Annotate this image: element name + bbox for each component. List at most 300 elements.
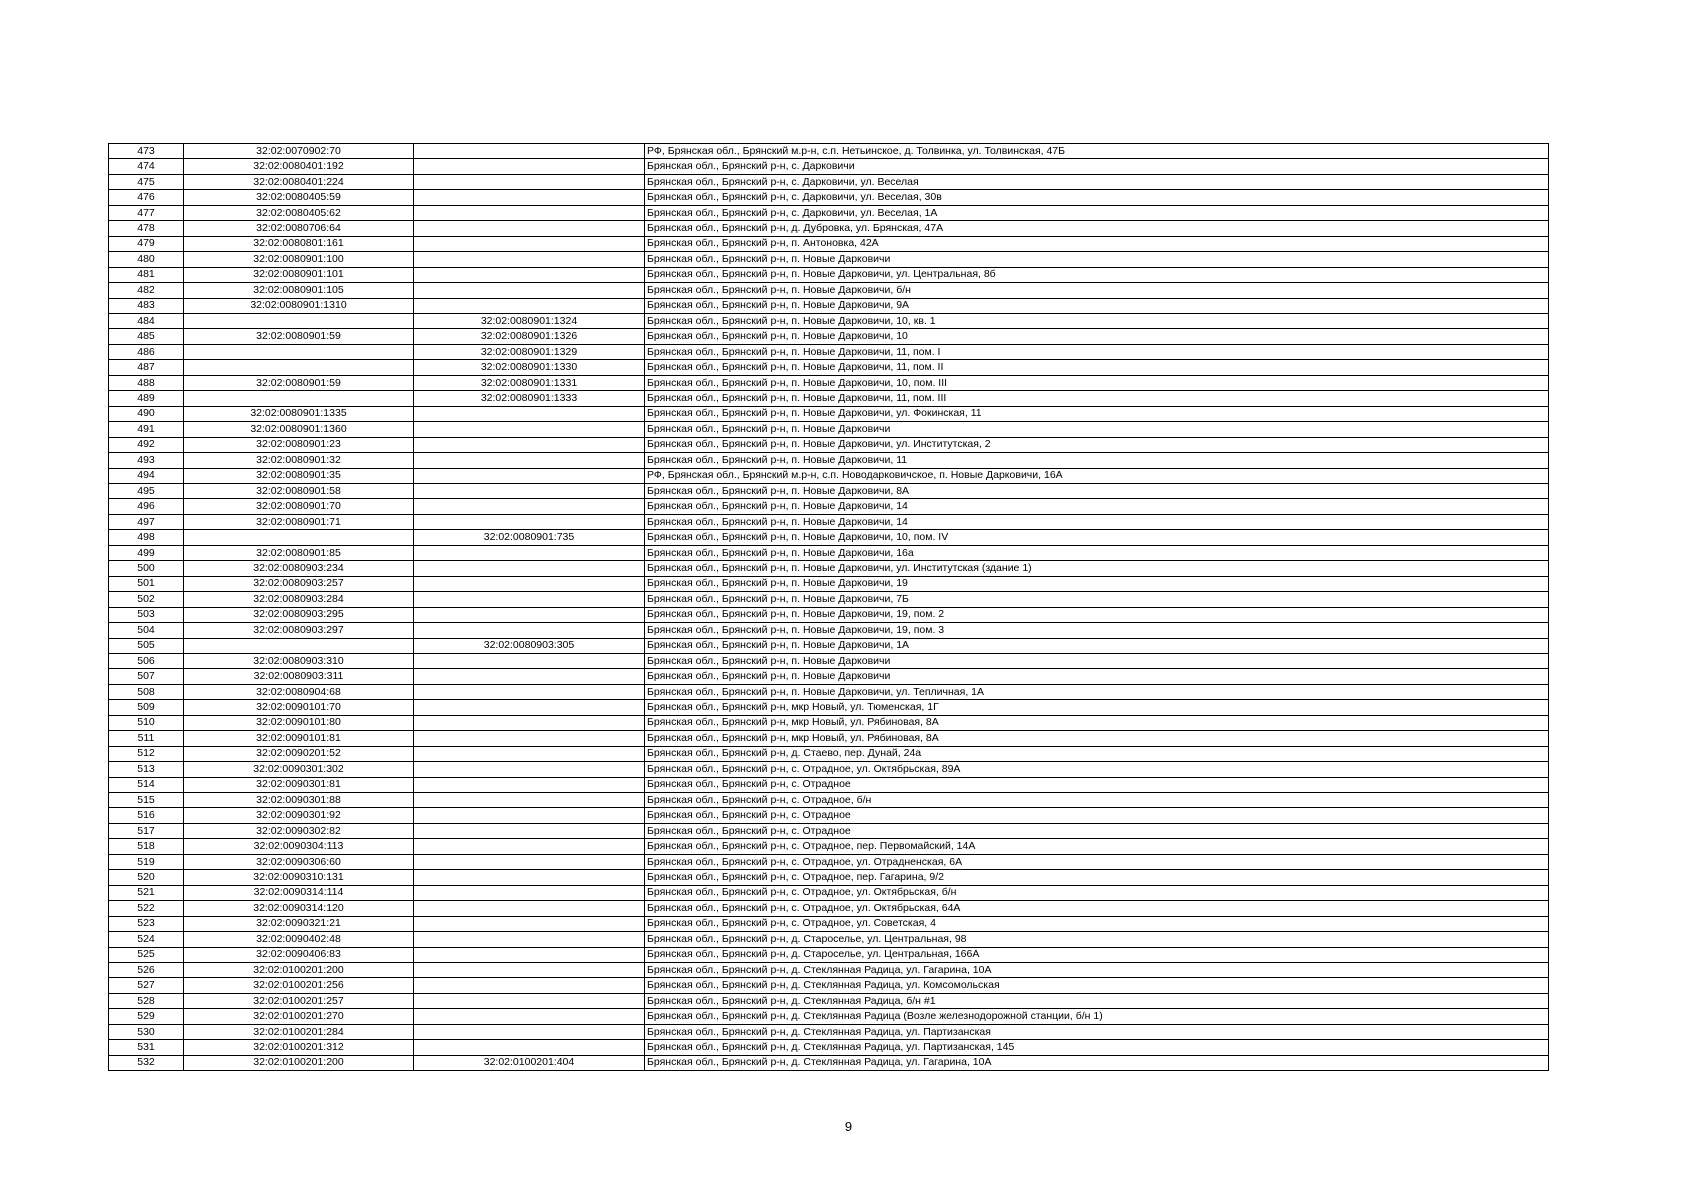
row-number-cell: 478 <box>109 221 184 236</box>
cadastral-number-cell: 32:02:0090406:83 <box>184 947 414 962</box>
cadastral-number-cell: 32:02:0080901:70 <box>184 499 414 514</box>
table-row <box>109 205 1549 220</box>
related-cadastral-number-cell <box>414 854 645 869</box>
address-cell: РФ, Брянская обл., Брянский м.р-н, с.п. Новодарковичское, п. Новые Дарковичи, 16А <box>645 468 1549 483</box>
table-row <box>109 545 1549 560</box>
related-cadastral-number-cell <box>414 870 645 885</box>
related-cadastral-number-cell: 32:02:0080901:1326 <box>414 329 645 344</box>
related-cadastral-number-cell <box>414 159 645 174</box>
cadastral-number-cell: 32:02:0090310:131 <box>184 870 414 885</box>
cadastral-number-cell: 32:02:0100201:257 <box>184 993 414 1008</box>
table-row <box>109 298 1549 313</box>
cadastral-number-cell: 32:02:0080903:234 <box>184 561 414 576</box>
row-number-cell: 532 <box>109 1055 184 1070</box>
address-cell: Брянская обл., Брянский р-н, п. Новые Дарковичи, 10, пом. III <box>645 375 1549 390</box>
cadastral-number-cell: 32:02:0080901:1360 <box>184 422 414 437</box>
related-cadastral-number-cell <box>414 684 645 699</box>
row-number-cell: 476 <box>109 190 184 205</box>
table-row <box>109 653 1549 668</box>
related-cadastral-number-cell <box>414 762 645 777</box>
cadastral-number-cell <box>184 638 414 653</box>
related-cadastral-number-cell <box>414 144 645 159</box>
address-cell: Брянская обл., Брянский р-н, п. Новые Дарковичи, 19 <box>645 576 1549 591</box>
row-number-cell: 493 <box>109 453 184 468</box>
address-cell: Брянская обл., Брянский р-н, д. Стеклянная Радица, б/н #1 <box>645 993 1549 1008</box>
page-number: 9 <box>844 1119 853 1134</box>
row-number-cell: 524 <box>109 932 184 947</box>
row-number-cell: 521 <box>109 885 184 900</box>
row-number-cell: 511 <box>109 731 184 746</box>
row-number-cell: 526 <box>109 963 184 978</box>
address-cell: Брянская обл., Брянский р-н, п. Новые Дарковичи, ул. Институтская, 2 <box>645 437 1549 452</box>
row-number-cell: 482 <box>109 283 184 298</box>
address-cell: Брянская обл., Брянский р-н, с. Отрадное <box>645 823 1549 838</box>
cadastral-number-cell: 32:02:0080903:297 <box>184 623 414 638</box>
table-row <box>109 375 1549 390</box>
related-cadastral-number-cell <box>414 993 645 1008</box>
related-cadastral-number-cell <box>414 885 645 900</box>
table-row <box>109 252 1549 267</box>
cadastral-number-cell: 32:02:0090101:70 <box>184 700 414 715</box>
cadastral-number-cell: 32:02:0080401:224 <box>184 174 414 189</box>
cadastral-number-cell: 32:02:0100201:200 <box>184 963 414 978</box>
row-number-cell: 509 <box>109 700 184 715</box>
row-number-cell: 525 <box>109 947 184 962</box>
row-number-cell: 520 <box>109 870 184 885</box>
related-cadastral-number-cell <box>414 823 645 838</box>
cadastral-number-cell: 32:02:0100201:256 <box>184 978 414 993</box>
table-row <box>109 453 1549 468</box>
address-cell: Брянская обл., Брянский р-н, с. Дарковичи, ул. Веселая, 1А <box>645 205 1549 220</box>
address-cell: Брянская обл., Брянский р-н, д. Староселье, ул. Центральная, 166А <box>645 947 1549 962</box>
table-row <box>109 823 1549 838</box>
cadastral-number-cell: 32:02:0080903:284 <box>184 592 414 607</box>
row-number-cell: 495 <box>109 483 184 498</box>
related-cadastral-number-cell <box>414 453 645 468</box>
table-row <box>109 885 1549 900</box>
related-cadastral-number-cell <box>414 839 645 854</box>
table-row <box>109 963 1549 978</box>
cadastral-number-cell: 32:02:0090301:88 <box>184 793 414 808</box>
cadastral-number-cell: 32:02:0090314:114 <box>184 885 414 900</box>
cadastral-number-cell: 32:02:0080405:59 <box>184 190 414 205</box>
address-cell: Брянская обл., Брянский р-н, с. Дарковичи, ул. Веселая, 30в <box>645 190 1549 205</box>
related-cadastral-number-cell <box>414 190 645 205</box>
row-number-cell: 488 <box>109 375 184 390</box>
address-cell: Брянская обл., Брянский р-н, с. Отрадное, ул. Отрадненская, 6А <box>645 854 1549 869</box>
related-cadastral-number-cell <box>414 653 645 668</box>
related-cadastral-number-cell <box>414 205 645 220</box>
address-cell: Брянская обл., Брянский р-н, п. Новые Дарковичи <box>645 252 1549 267</box>
row-number-cell: 513 <box>109 762 184 777</box>
cadastral-number-cell: 32:02:0090101:80 <box>184 715 414 730</box>
related-cadastral-number-cell <box>414 561 645 576</box>
table-row <box>109 993 1549 1008</box>
cadastral-number-cell: 32:02:0100201:270 <box>184 1009 414 1024</box>
table-row <box>109 916 1549 931</box>
related-cadastral-number-cell <box>414 715 645 730</box>
related-cadastral-number-cell: 32:02:0080901:1333 <box>414 391 645 406</box>
row-number-cell: 486 <box>109 344 184 359</box>
address-cell: Брянская обл., Брянский р-н, д. Стаево, пер. Дунай, 24а <box>645 746 1549 761</box>
row-number-cell: 487 <box>109 360 184 375</box>
cadastral-number-cell: 32:02:0090304:113 <box>184 839 414 854</box>
row-number-cell: 497 <box>109 514 184 529</box>
row-number-cell: 514 <box>109 777 184 792</box>
table-row <box>109 1040 1549 1055</box>
address-cell: Брянская обл., Брянский р-н, с. Отрадное, пер. Первомайский, 14А <box>645 839 1549 854</box>
address-cell: РФ, Брянская обл., Брянский м.р-н, с.п. Нетьинское, д. Толвинка, ул. Толвинская, 47Б <box>645 144 1549 159</box>
cadastral-number-cell: 32:02:0080901:59 <box>184 329 414 344</box>
address-cell: Брянская обл., Брянский р-н, д. Староселье, ул. Центральная, 98 <box>645 932 1549 947</box>
related-cadastral-number-cell <box>414 221 645 236</box>
address-cell: Брянская обл., Брянский р-н, п. Новые Дарковичи, 19, пом. 2 <box>645 607 1549 622</box>
row-number-cell: 483 <box>109 298 184 313</box>
row-number-cell: 504 <box>109 623 184 638</box>
table-row <box>109 391 1549 406</box>
row-number-cell: 527 <box>109 978 184 993</box>
address-cell: Брянская обл., Брянский р-н, п. Новые Дарковичи, 10, пом. IV <box>645 530 1549 545</box>
row-number-cell: 501 <box>109 576 184 591</box>
row-number-cell: 477 <box>109 205 184 220</box>
address-cell: Брянская обл., Брянский р-н, п. Новые Дарковичи, 10, кв. 1 <box>645 313 1549 328</box>
cadastral-number-cell: 32:02:0080901:1335 <box>184 406 414 421</box>
related-cadastral-number-cell <box>414 916 645 931</box>
related-cadastral-number-cell <box>414 947 645 962</box>
address-cell: Брянская обл., Брянский р-н, с. Дарковичи <box>645 159 1549 174</box>
address-cell: Брянская обл., Брянский р-н, п. Новые Дарковичи <box>645 422 1549 437</box>
cadastral-number-cell: 32:02:0080903:311 <box>184 669 414 684</box>
address-cell: Брянская обл., Брянский р-н, п. Новые Дарковичи, 8А <box>645 483 1549 498</box>
table-row <box>109 623 1549 638</box>
table-row <box>109 901 1549 916</box>
related-cadastral-number-cell: 32:02:0080903:305 <box>414 638 645 653</box>
cadastral-number-cell: 32:02:0090301:302 <box>184 762 414 777</box>
cadastral-number-cell: 32:02:0080901:35 <box>184 468 414 483</box>
address-cell: Брянская обл., Брянский р-н, п. Новые Дарковичи, 14 <box>645 514 1549 529</box>
cadastral-number-cell: 32:02:0090306:60 <box>184 854 414 869</box>
cadastral-number-cell: 32:02:0080903:295 <box>184 607 414 622</box>
table-row <box>109 808 1549 823</box>
related-cadastral-number-cell <box>414 963 645 978</box>
cadastral-number-cell: 32:02:0080901:85 <box>184 545 414 560</box>
row-number-cell: 528 <box>109 993 184 1008</box>
row-number-cell: 479 <box>109 236 184 251</box>
row-number-cell: 481 <box>109 267 184 282</box>
address-cell: Брянская обл., Брянский р-н, д. Стеклянная Радица, ул. Гагарина, 10А <box>645 1055 1549 1070</box>
cadastral-number-cell: 32:02:0080405:62 <box>184 205 414 220</box>
row-number-cell: 517 <box>109 823 184 838</box>
address-cell: Брянская обл., Брянский р-н, д. Стеклянная Радица (Возле железнодорожной станции, б/н 1) <box>645 1009 1549 1024</box>
cadastral-number-cell: 32:02:0090314:120 <box>184 901 414 916</box>
address-cell: Брянская обл., Брянский р-н, п. Новые Дарковичи <box>645 653 1549 668</box>
related-cadastral-number-cell: 32:02:0080901:1324 <box>414 313 645 328</box>
address-cell: Брянская обл., Брянский р-н, мкр Новый, ул. Рябиновая, 8А <box>645 715 1549 730</box>
row-number-cell: 505 <box>109 638 184 653</box>
address-cell: Брянская обл., Брянский р-н, с. Отрадное, ул. Советская, 4 <box>645 916 1549 931</box>
address-cell: Брянская обл., Брянский р-н, д. Стеклянная Радица, ул. Партизанская, 145 <box>645 1040 1549 1055</box>
row-number-cell: 518 <box>109 839 184 854</box>
address-cell: Брянская обл., Брянский р-н, с. Отрадное <box>645 808 1549 823</box>
related-cadastral-number-cell <box>414 252 645 267</box>
table-row <box>109 978 1549 993</box>
related-cadastral-number-cell <box>414 669 645 684</box>
table-row <box>109 344 1549 359</box>
table-row <box>109 159 1549 174</box>
address-cell: Брянская обл., Брянский р-н, п. Новые Дарковичи, 7Б <box>645 592 1549 607</box>
address-cell: Брянская обл., Брянский р-н, п. Новые Дарковичи, 14 <box>645 499 1549 514</box>
cadastral-number-cell: 32:02:0090302:82 <box>184 823 414 838</box>
table-row <box>109 777 1549 792</box>
table-row <box>109 793 1549 808</box>
related-cadastral-number-cell <box>414 793 645 808</box>
table-row <box>109 1009 1549 1024</box>
row-number-cell: 510 <box>109 715 184 730</box>
related-cadastral-number-cell <box>414 777 645 792</box>
related-cadastral-number-cell: 32:02:0080901:1330 <box>414 360 645 375</box>
table-row <box>109 1055 1549 1070</box>
address-cell: Брянская обл., Брянский р-н, п. Новые Дарковичи, 10 <box>645 329 1549 344</box>
table-row <box>109 530 1549 545</box>
cadastral-number-cell: 32:02:0080901:71 <box>184 514 414 529</box>
table-row <box>109 499 1549 514</box>
row-number-cell: 529 <box>109 1009 184 1024</box>
address-cell: Брянская обл., Брянский р-н, д. Дубровка, ул. Брянская, 47А <box>645 221 1549 236</box>
related-cadastral-number-cell <box>414 406 645 421</box>
row-number-cell: 484 <box>109 313 184 328</box>
address-cell: Брянская обл., Брянский р-н, п. Новые Дарковичи, 16а <box>645 545 1549 560</box>
address-cell: Брянская обл., Брянский р-н, с. Отрадное, ул. Октябрьская, 64А <box>645 901 1549 916</box>
row-number-cell: 531 <box>109 1040 184 1055</box>
related-cadastral-number-cell <box>414 1024 645 1039</box>
cadastral-number-cell: 32:02:0080903:257 <box>184 576 414 591</box>
table-row <box>109 870 1549 885</box>
address-cell: Брянская обл., Брянский р-н, п. Новые Дарковичи, 11, пом. II <box>645 360 1549 375</box>
row-number-cell: 519 <box>109 854 184 869</box>
address-cell: Брянская обл., Брянский р-н, п. Новые Дарковичи, 11, пом. I <box>645 344 1549 359</box>
row-number-cell: 507 <box>109 669 184 684</box>
table-row <box>109 715 1549 730</box>
table-row <box>109 746 1549 761</box>
cadastral-number-cell: 32:02:0100201:200 <box>184 1055 414 1070</box>
row-number-cell: 496 <box>109 499 184 514</box>
row-number-cell: 480 <box>109 252 184 267</box>
address-cell: Брянская обл., Брянский р-н, п. Новые Дарковичи, 9А <box>645 298 1549 313</box>
cadastral-number-cell: 32:02:0080901:58 <box>184 483 414 498</box>
cadastral-number-cell: 32:02:0100201:284 <box>184 1024 414 1039</box>
row-number-cell: 494 <box>109 468 184 483</box>
related-cadastral-number-cell <box>414 545 645 560</box>
related-cadastral-number-cell <box>414 1040 645 1055</box>
table-row <box>109 174 1549 189</box>
cadastral-number-cell: 32:02:0080903:310 <box>184 653 414 668</box>
row-number-cell: 502 <box>109 592 184 607</box>
address-cell: Брянская обл., Брянский р-н, п. Новые Дарковичи, 1А <box>645 638 1549 653</box>
table-row <box>109 283 1549 298</box>
table-row <box>109 947 1549 962</box>
related-cadastral-number-cell <box>414 437 645 452</box>
table-row <box>109 221 1549 236</box>
related-cadastral-number-cell <box>414 700 645 715</box>
related-cadastral-number-cell: 32:02:0080901:1329 <box>414 344 645 359</box>
cadastral-number-cell: 32:02:0070902:70 <box>184 144 414 159</box>
related-cadastral-number-cell <box>414 932 645 947</box>
related-cadastral-number-cell: 32:02:0080901:735 <box>414 530 645 545</box>
table-row <box>109 468 1549 483</box>
address-cell: Брянская обл., Брянский р-н, с. Отрадное, пер. Гагарина, 9/2 <box>645 870 1549 885</box>
related-cadastral-number-cell <box>414 731 645 746</box>
cadastral-number-cell: 32:02:0100201:312 <box>184 1040 414 1055</box>
related-cadastral-number-cell <box>414 808 645 823</box>
table-row <box>109 839 1549 854</box>
table-row <box>109 329 1549 344</box>
address-cell: Брянская обл., Брянский р-н, д. Стеклянная Радица, ул. Партизанская <box>645 1024 1549 1039</box>
cadastral-number-cell <box>184 313 414 328</box>
cadastral-number-cell: 32:02:0080901:23 <box>184 437 414 452</box>
row-number-cell: 498 <box>109 530 184 545</box>
related-cadastral-number-cell <box>414 592 645 607</box>
address-cell: Брянская обл., Брянский р-н, с. Отрадное, ул. Октябрьская, 89А <box>645 762 1549 777</box>
related-cadastral-number-cell <box>414 1009 645 1024</box>
address-cell: Брянская обл., Брянский р-н, с. Отрадное, б/н <box>645 793 1549 808</box>
related-cadastral-number-cell <box>414 514 645 529</box>
cadastral-number-cell: 32:02:0080401:192 <box>184 159 414 174</box>
cadastral-table <box>108 143 1549 1071</box>
table-row <box>109 684 1549 699</box>
row-number-cell: 492 <box>109 437 184 452</box>
cadastral-number-cell <box>184 360 414 375</box>
table-body <box>109 144 1549 1071</box>
cadastral-number-cell: 32:02:0090321:21 <box>184 916 414 931</box>
address-cell: Брянская обл., Брянский р-н, п. Новые Дарковичи, 19, пом. 3 <box>645 623 1549 638</box>
address-cell: Брянская обл., Брянский р-н, с. Дарковичи, ул. Веселая <box>645 174 1549 189</box>
table-row <box>109 731 1549 746</box>
address-cell: Брянская обл., Брянский р-н, д. Стеклянная Радица, ул. Комсомольская <box>645 978 1549 993</box>
cadastral-number-cell: 32:02:0080901:32 <box>184 453 414 468</box>
address-cell: Брянская обл., Брянский р-н, п. Новые Дарковичи, б/н <box>645 283 1549 298</box>
address-cell: Брянская обл., Брянский р-н, п. Новые Дарковичи, ул. Фокинская, 11 <box>645 406 1549 421</box>
row-number-cell: 508 <box>109 684 184 699</box>
cadastral-number-cell <box>184 344 414 359</box>
row-number-cell: 475 <box>109 174 184 189</box>
row-number-cell: 522 <box>109 901 184 916</box>
row-number-cell: 503 <box>109 607 184 622</box>
table-row <box>109 932 1549 947</box>
related-cadastral-number-cell <box>414 483 645 498</box>
table-row <box>109 607 1549 622</box>
address-cell: Брянская обл., Брянский р-н, мкр Новый, ул. Тюменская, 1Г <box>645 700 1549 715</box>
table-row <box>109 514 1549 529</box>
cadastral-number-cell: 32:02:0080801:161 <box>184 236 414 251</box>
table-row <box>109 700 1549 715</box>
related-cadastral-number-cell <box>414 422 645 437</box>
related-cadastral-number-cell <box>414 746 645 761</box>
address-cell: Брянская обл., Брянский р-н, мкр Новый, ул. Рябиновая, 8А <box>645 731 1549 746</box>
address-cell: Брянская обл., Брянский р-н, п. Новые Дарковичи, 11, пом. III <box>645 391 1549 406</box>
table-row <box>109 190 1549 205</box>
row-number-cell: 489 <box>109 391 184 406</box>
related-cadastral-number-cell: 32:02:0100201:404 <box>414 1055 645 1070</box>
cadastral-number-cell: 32:02:0080901:105 <box>184 283 414 298</box>
related-cadastral-number-cell <box>414 298 645 313</box>
related-cadastral-number-cell <box>414 901 645 916</box>
related-cadastral-number-cell <box>414 468 645 483</box>
table-row <box>109 1024 1549 1039</box>
address-cell: Брянская обл., Брянский р-н, п. Новые Дарковичи <box>645 669 1549 684</box>
cadastral-number-cell: 32:02:0080706:64 <box>184 221 414 236</box>
table-row <box>109 144 1549 159</box>
cadastral-number-cell: 32:02:0090402:48 <box>184 932 414 947</box>
table-row <box>109 854 1549 869</box>
cadastral-number-cell: 32:02:0090201:52 <box>184 746 414 761</box>
table-row <box>109 483 1549 498</box>
related-cadastral-number-cell <box>414 499 645 514</box>
address-cell: Брянская обл., Брянский р-н, с. Отрадное, ул. Октябрьская, б/н <box>645 885 1549 900</box>
address-cell: Брянская обл., Брянский р-н, п. Новые Дарковичи, ул. Центральная, 8б <box>645 267 1549 282</box>
table-row <box>109 669 1549 684</box>
address-cell: Брянская обл., Брянский р-н, д. Стеклянная Радица, ул. Гагарина, 10А <box>645 963 1549 978</box>
related-cadastral-number-cell: 32:02:0080901:1331 <box>414 375 645 390</box>
row-number-cell: 523 <box>109 916 184 931</box>
address-cell: Брянская обл., Брянский р-н, п. Новые Дарковичи, ул. Институтская (здание 1) <box>645 561 1549 576</box>
table-row <box>109 360 1549 375</box>
row-number-cell: 485 <box>109 329 184 344</box>
cadastral-number-cell: 32:02:0080901:100 <box>184 252 414 267</box>
cadastral-number-cell: 32:02:0080904:68 <box>184 684 414 699</box>
table-row <box>109 406 1549 421</box>
address-cell: Брянская обл., Брянский р-н, с. Отрадное <box>645 777 1549 792</box>
row-number-cell: 506 <box>109 653 184 668</box>
related-cadastral-number-cell <box>414 607 645 622</box>
related-cadastral-number-cell <box>414 283 645 298</box>
related-cadastral-number-cell <box>414 576 645 591</box>
row-number-cell: 473 <box>109 144 184 159</box>
table-row <box>109 576 1549 591</box>
row-number-cell: 491 <box>109 422 184 437</box>
table-row <box>109 313 1549 328</box>
table-row <box>109 762 1549 777</box>
row-number-cell: 490 <box>109 406 184 421</box>
table-row <box>109 592 1549 607</box>
table-row <box>109 561 1549 576</box>
related-cadastral-number-cell <box>414 174 645 189</box>
related-cadastral-number-cell <box>414 623 645 638</box>
related-cadastral-number-cell <box>414 267 645 282</box>
cadastral-number-cell <box>184 530 414 545</box>
table-row <box>109 236 1549 251</box>
table-row <box>109 267 1549 282</box>
row-number-cell: 512 <box>109 746 184 761</box>
row-number-cell: 516 <box>109 808 184 823</box>
row-number-cell: 515 <box>109 793 184 808</box>
cadastral-number-cell: 32:02:0080901:59 <box>184 375 414 390</box>
cadastral-number-cell <box>184 391 414 406</box>
related-cadastral-number-cell <box>414 978 645 993</box>
row-number-cell: 500 <box>109 561 184 576</box>
related-cadastral-number-cell <box>414 236 645 251</box>
row-number-cell: 530 <box>109 1024 184 1039</box>
address-cell: Брянская обл., Брянский р-н, п. Новые Дарковичи, 11 <box>645 453 1549 468</box>
address-cell: Брянская обл., Брянский р-н, п. Антоновка, 42А <box>645 236 1549 251</box>
table-row <box>109 422 1549 437</box>
address-cell: Брянская обл., Брянский р-н, п. Новые Дарковичи, ул. Тепличная, 1А <box>645 684 1549 699</box>
cadastral-number-cell: 32:02:0080901:101 <box>184 267 414 282</box>
cadastral-number-cell: 32:02:0090301:92 <box>184 808 414 823</box>
table-row <box>109 638 1549 653</box>
row-number-cell: 474 <box>109 159 184 174</box>
row-number-cell: 499 <box>109 545 184 560</box>
table-row <box>109 437 1549 452</box>
